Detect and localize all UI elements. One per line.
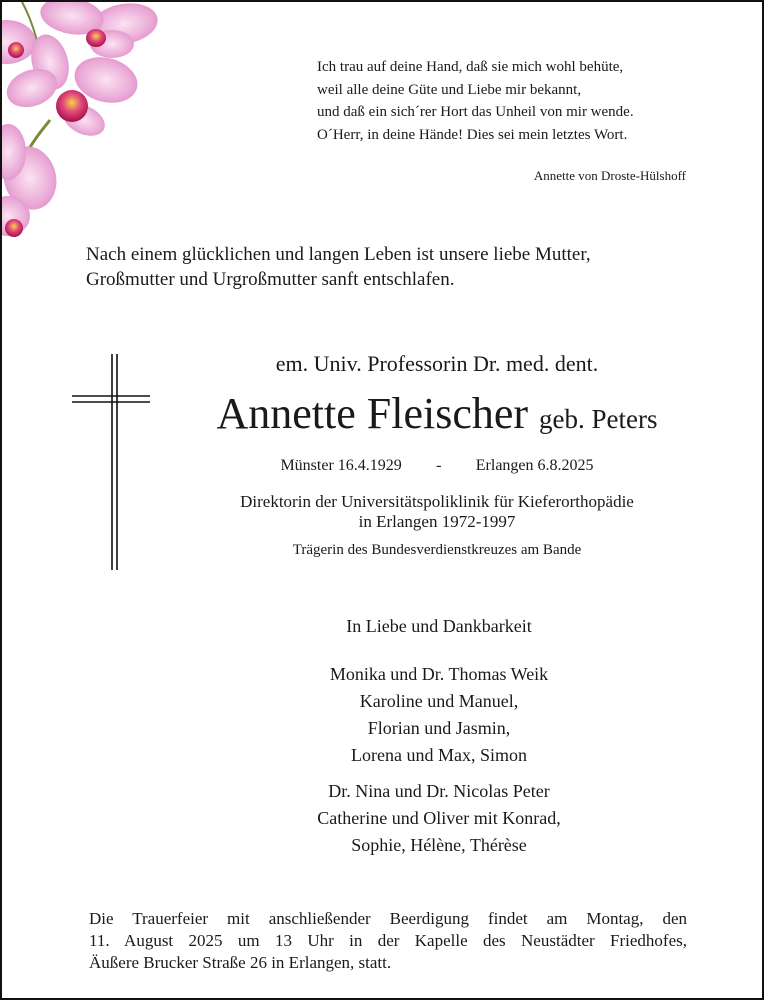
date-separator: -: [436, 457, 442, 474]
role-line: in Erlangen 1972-1997: [358, 512, 516, 531]
birth-name: geb. Peters: [539, 404, 658, 434]
funeral-info: [89, 908, 687, 974]
mourner-line: Florian und Jasmin,: [367, 718, 511, 738]
mourner-line: Sophie, Hélène, Thérèse: [351, 835, 527, 855]
birth-date: Münster 16.4.1929: [280, 457, 402, 474]
professional-role: [172, 492, 702, 532]
cross-icon: [72, 354, 152, 572]
death-announcement: [86, 242, 696, 292]
death-date: Erlangen 6.8.2025: [475, 457, 594, 474]
poem-line: und daß ein sich´rer Hort das Unheil von mir wende.: [317, 104, 634, 120]
mourner-line: Karoline und Manuel,: [359, 691, 519, 711]
mourner-line: Dr. Nina und Dr. Nicolas Peter: [328, 781, 550, 801]
mourners-family-2: [174, 778, 704, 859]
announcement-line: Großmutter und Urgroßmutter sanft entschlafen.: [86, 269, 455, 290]
life-dates: [172, 457, 702, 475]
poem-line: O´Herr, in deine Hände! Dies sei mein letztes Wort.: [317, 126, 628, 143]
mourners-intro: In Liebe und Dankbarkeit: [346, 616, 532, 636]
mourner-line: Lorena und Max, Simon: [351, 745, 527, 765]
funeral-line: 11. August 2025 um 13 Uhr in der Kapelle des Neustädter Friedhofes,: [89, 931, 687, 950]
mourners-family-1: [174, 661, 704, 769]
academic-title: em. Univ. Professorin Dr. med. dent.: [275, 351, 599, 376]
mourner-line: Catherine und Oliver mit Konrad,: [317, 808, 561, 828]
award: Trägerin des Bundesverdienstkreuzes am Bande: [292, 542, 582, 558]
announcement-line: Nach einem glücklichen und langen Leben ist unsere liebe Mutter,: [86, 244, 591, 265]
poem-line: Ich trau auf deine Hand, daß sie mich wohl behüte,: [317, 59, 624, 75]
deceased-name: Annette Fleischer: [216, 389, 529, 438]
mourner-line: Monika und Dr. Thomas Weik: [329, 664, 549, 684]
role-line: Direktorin der Universitätspoliklinik für Kieferorthopädie: [240, 492, 634, 511]
poem: [317, 56, 697, 146]
funeral-line: Die Trauerfeier mit anschließender Beerdigung findet am Montag, den: [89, 909, 687, 928]
orchid-flower-decoration: [2, 2, 162, 262]
funeral-line: Äußere Brucker Straße 26 in Erlangen, statt.: [89, 953, 392, 972]
poem-author: Annette von Droste-Hülshoff: [533, 168, 686, 183]
poem-line: weil alle deine Güte und Liebe mir bekannt,: [317, 81, 582, 98]
deceased-name-line: [172, 386, 702, 447]
